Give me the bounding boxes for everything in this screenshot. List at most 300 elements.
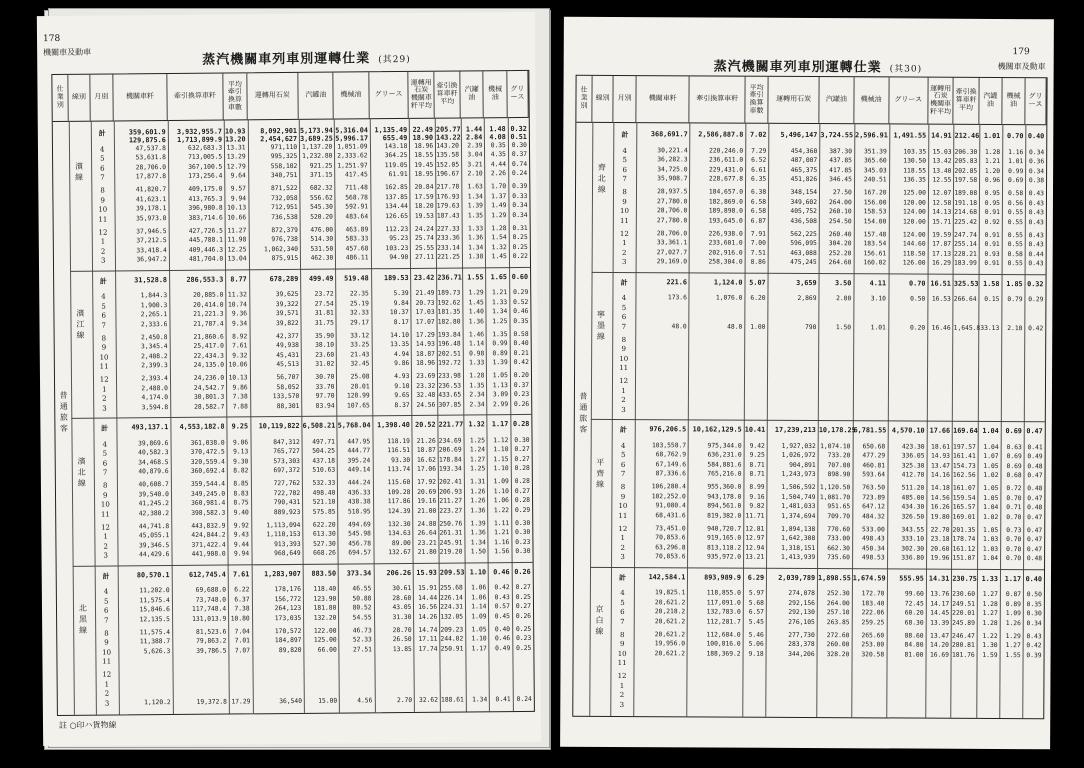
table-cell: 125.00 — [313, 637, 337, 645]
table-cell: 14.20 — [929, 642, 950, 650]
table-cell: 1,844.3 — [140, 292, 168, 300]
table-cell: 0.48 — [1027, 462, 1043, 471]
table-cell: 733.20 — [827, 452, 851, 460]
month-label: 7 — [102, 468, 108, 477]
table-cell: 1,645.83 — [953, 324, 985, 332]
table-cell: 1,081.70 — [819, 493, 851, 502]
table-cell: 1,120.50 — [819, 484, 851, 492]
table-cell: 132.05 — [440, 613, 464, 621]
table-cell: 7.51 — [750, 249, 766, 257]
table-cell: 9.25 — [749, 452, 765, 460]
table-cell: 109.28 — [387, 488, 411, 497]
table-cell: 3.50 — [834, 278, 852, 287]
month-label: 11 — [99, 362, 109, 371]
table-cell: 1,927,032 — [781, 442, 816, 451]
table-cell: 183.99 — [953, 260, 977, 268]
table-cell: 161.12 — [952, 545, 976, 553]
month-label: 10 — [619, 354, 629, 363]
table-cell: 1.48 4.08 — [489, 125, 506, 142]
table-cell: 894,561.0 — [707, 502, 742, 511]
table-cell: 819,382.0 — [707, 512, 742, 520]
table-cell: 292,130 — [788, 609, 815, 617]
table-cell: 53,631.8 — [135, 154, 166, 162]
table-cell: 132.20 — [313, 614, 337, 622]
table-cell: 0.91 — [984, 209, 1000, 217]
table-cell: 36,282.3 — [657, 156, 688, 164]
table-cell: 24,135.0 — [193, 361, 225, 370]
month-label: 計 — [101, 423, 109, 433]
table-cell: 0.95 — [984, 199, 1000, 207]
table-cell: 143.20 — [436, 142, 459, 150]
table-cell: 43.05 — [392, 604, 412, 612]
table-cell: 32.45 — [350, 360, 370, 368]
table-cell: 2,393.4 — [141, 375, 168, 383]
table-cell: 12.55 — [932, 176, 952, 185]
table-cell: 0.42 — [1026, 642, 1042, 650]
month-label: 11 — [100, 510, 110, 519]
table-cell: 260.40 — [828, 231, 852, 239]
table-cell: 29,169.0 — [656, 258, 688, 266]
table-cell: 202.85 — [954, 167, 978, 175]
month-label: 5 — [103, 597, 109, 606]
table-cell: 0.43 — [1028, 218, 1044, 227]
table-cell: 30.61 — [392, 585, 412, 593]
table-cell: 40,608.7 — [138, 481, 169, 489]
table-cell: 9.57 — [230, 185, 246, 193]
table-cell: 13.42 — [932, 158, 952, 166]
table-cell: 409,175.0 — [188, 186, 223, 194]
table-cell: 260.10 — [828, 208, 852, 216]
table-cell: 158.53 — [863, 208, 887, 216]
table-cell: 1.39 — [467, 202, 483, 210]
table-cell: 38.10 — [315, 342, 335, 350]
table-cell: 678,289 — [269, 274, 299, 283]
table-cell: 33.12 — [350, 332, 370, 340]
table-cell: 28,706.0 — [656, 207, 688, 215]
table-cell: 1.16 — [1008, 149, 1024, 157]
table-cell: 487,007 — [790, 157, 818, 165]
table-cell: 205.83 — [954, 158, 978, 166]
table-cell: 21,221.3 — [193, 310, 224, 319]
table-cell: 126.65 — [385, 212, 409, 220]
category-label: 普通旅客 — [578, 391, 588, 436]
table-cell: 662.30 — [827, 544, 850, 553]
table-cell: 0.91 — [984, 231, 1000, 239]
table-cell: 26.64 — [417, 530, 437, 538]
table-cell: 23.69 — [416, 373, 436, 381]
table-cell: 16.26 — [930, 503, 950, 512]
table-cell: 54.55 — [352, 614, 372, 622]
table-cell: 919,165.0 — [707, 534, 742, 543]
table-cell: 0.28 — [514, 478, 530, 486]
table-cell: 13.35 — [390, 341, 410, 349]
table-cell: 5,496,147 — [780, 130, 818, 140]
table-cell: 1.05 — [983, 494, 999, 502]
table-cell: 252.20 — [828, 249, 852, 258]
table-cell: 120.00 — [902, 218, 926, 226]
table-cell: 0.89 — [492, 349, 508, 358]
table-cell: 883.50 — [311, 569, 337, 578]
table-cell: 50.88 — [352, 595, 372, 603]
table-cell: 202.51 — [437, 350, 461, 358]
table-cell: 0.27 — [515, 603, 532, 611]
table-cell: 976,738 — [271, 236, 299, 244]
table-cell: 871,522 — [270, 185, 298, 193]
table-cell: 438.38 — [347, 498, 371, 506]
month-label: 7 — [101, 321, 107, 330]
table-cell: 5.97 — [748, 590, 765, 598]
table-cell: 60.20 — [904, 609, 924, 617]
table-cell: 246.47 — [952, 632, 975, 640]
month-label: 4 — [621, 441, 626, 451]
month-label: 7 — [104, 616, 109, 625]
table-cell: 18.96 — [416, 360, 436, 368]
table-cell: 443,832.9 — [191, 522, 226, 530]
table-cell: 67,149.6 — [655, 461, 687, 469]
table-cell: 31.75 — [314, 319, 334, 327]
table-cell: 424,844.2 — [191, 531, 226, 540]
table-cell: 436,508 — [790, 217, 817, 225]
table-cell: 80,570.1 — [136, 570, 170, 579]
table-cell: 346.45 — [829, 176, 852, 184]
table-cell: 112.23 — [385, 225, 409, 234]
table-cell: 0.40 — [494, 626, 511, 634]
table-cell: 943,178.0 — [707, 493, 742, 501]
table-cell: 16.69 — [929, 651, 949, 659]
table-cell: 8.86 — [750, 258, 766, 267]
table-cell: 1.34 — [492, 308, 508, 316]
month-label: 12 — [619, 377, 629, 386]
month-label: 2 — [103, 542, 108, 551]
line-label: 京白線 — [594, 605, 605, 639]
table-cell: 485.00 — [901, 494, 925, 502]
month-label: 6 — [101, 311, 106, 320]
table-cell: 6.35 — [751, 175, 767, 184]
table-cell: 19.96 — [930, 554, 950, 563]
table-cell: 0.15 — [984, 296, 1000, 304]
table-cell: 260.00 — [826, 641, 850, 649]
table-cell: 7.01 — [234, 637, 250, 645]
table-cell: 1.09 — [493, 478, 509, 486]
table-cell: 1,120.2 — [144, 698, 171, 707]
table-cell: 205.77 143.22 — [435, 125, 461, 142]
table-cell: 1,051.09 — [337, 143, 368, 151]
table-cell: 0.47 — [1027, 472, 1043, 480]
table-cell: 7.04 — [234, 628, 250, 636]
month-label: 3 — [620, 553, 625, 562]
table-cell: 1,113,094 — [266, 521, 301, 530]
table-cell: 1.36 — [468, 318, 484, 326]
table-cell: 39,540.0 — [138, 490, 169, 499]
table-cell: 995,325 — [270, 153, 298, 161]
table-cell: 0.68 — [1006, 472, 1022, 480]
table-cell: 1.21 — [494, 529, 510, 537]
table-cell: 709.70 — [827, 512, 851, 521]
table-cell: 63,296.8 — [655, 544, 686, 552]
table-cell: 10.13 — [227, 204, 247, 212]
table-cell: 170,572 — [274, 627, 302, 636]
table-cell: 889,923 — [273, 508, 301, 516]
table-cell: 498.53 — [861, 554, 885, 562]
table-cell: 0.43 — [1028, 260, 1044, 268]
table-cell: 0.55 — [1007, 209, 1024, 217]
table-cell: 320.58 — [861, 651, 885, 659]
table-cell: 34,725.0 — [657, 166, 688, 174]
table-cell: 971,110 — [270, 143, 298, 152]
table-cell: 106,280.4 — [651, 483, 686, 491]
table-cell: 244.02 — [440, 635, 464, 644]
table-cell: 240.51 — [863, 176, 887, 184]
table-cell: 196.48 — [437, 340, 461, 349]
table-cell: 437.85 — [829, 157, 852, 165]
month-label: 5 — [620, 598, 625, 607]
table-cell: 226.14 — [440, 594, 463, 602]
table-cell: 727,762 — [273, 480, 301, 488]
month-label: 4 — [620, 589, 625, 598]
table-cell: 6.20 — [750, 295, 766, 303]
table-cell: 1,074.10 — [820, 443, 851, 451]
column-header: 仕業別 — [52, 75, 69, 121]
table-cell: 4.11 — [869, 278, 887, 287]
table-cell: 254.50 — [828, 217, 852, 226]
table-cell: 162.56 — [952, 472, 976, 480]
table-cell: 1.35 — [492, 331, 508, 339]
table-cell: 8.85 — [233, 480, 249, 488]
table-cell: 221.6 — [666, 277, 687, 286]
table-cell: 2.99 — [492, 400, 509, 409]
table-cell: 12,135.5 — [139, 615, 170, 624]
table-cell: 17.13 — [932, 250, 952, 258]
table-cell: 976,206.5 — [649, 425, 687, 434]
table-cell: 1.37 — [491, 193, 507, 201]
data-table — [51, 70, 535, 716]
table-cell: 499.49 — [308, 274, 334, 283]
month-label: 11 — [619, 364, 629, 373]
table-cell: 1.01 — [870, 324, 886, 332]
table-cell: 1,491.55 — [893, 131, 927, 140]
table-cell: 49,938 — [276, 342, 299, 350]
table-cell: 955,360.0 — [707, 483, 742, 492]
table-cell: 23.42 — [413, 273, 435, 282]
table-cell: 39,869.6 — [138, 440, 169, 448]
table-cell: 527.30 — [313, 540, 336, 548]
table-cell: 545.98 — [348, 530, 371, 538]
table-cell: 0.47 — [1026, 546, 1043, 554]
table-cell: 4.44 — [490, 160, 507, 169]
table-cell: 7.88 — [232, 403, 248, 411]
table-cell: 935,972.0 — [706, 553, 742, 561]
table-cell: 95.23 — [389, 235, 409, 243]
table-cell: 31.02 — [315, 360, 335, 369]
table-cell: 181.76 — [951, 651, 975, 659]
table-cell: 0.27 — [514, 487, 531, 495]
table-cell: 228.21 — [954, 250, 977, 258]
table-cell: 0.55 — [1007, 232, 1023, 240]
table-cell: 326.50 — [901, 513, 925, 521]
table-cell: 13.85 — [392, 645, 412, 653]
table-cell: 497.71 — [312, 438, 335, 446]
table-cell: 17.29 — [231, 698, 251, 706]
table-cell: 1.55 — [467, 272, 484, 281]
table-cell: 160.02 — [863, 259, 887, 267]
month-label: 12 — [99, 376, 109, 385]
table-cell: 1.40 — [468, 308, 484, 316]
table-cell: 0.30 — [511, 141, 527, 150]
table-cell: 9.42 — [749, 442, 765, 450]
table-cell: 0.91 — [984, 241, 1000, 249]
line-label: 齊北線 — [597, 162, 607, 196]
table-cell: 360,981.4 — [191, 499, 226, 508]
table-cell: 14.18 — [930, 485, 950, 493]
table-cell: 20,621.2 — [654, 631, 686, 639]
table-cell: 1.45 — [491, 253, 507, 261]
table-cell: 9.44 — [233, 541, 250, 549]
table-cell: 24.56 — [416, 401, 436, 409]
table-cell: 188,369.2 — [706, 650, 741, 658]
month-label: 10 — [98, 205, 108, 215]
table-cell: 2,450.8 — [140, 334, 168, 342]
table-cell: 206.26 — [386, 568, 412, 577]
table-cell: 0.28 — [512, 419, 530, 429]
table-cell: 221.77 — [438, 420, 464, 429]
table-cell: 568.78 — [345, 194, 368, 202]
table-cell: 172.70 — [861, 590, 885, 598]
table-cell: 22,434.3 — [193, 352, 224, 360]
table-cell: 4,553,182.8 — [179, 422, 225, 431]
table-cell: 0.34 — [1026, 619, 1042, 627]
table-cell: 154.00 — [863, 218, 887, 226]
table-cell: 5,768.04 — [337, 421, 371, 430]
table-cell: 0.70 — [1007, 132, 1024, 141]
table-cell: 434.30 — [901, 503, 925, 511]
table-cell: 19.59 — [932, 231, 952, 239]
table-cell: 484.32 — [862, 513, 885, 521]
table-cell: 336.05 — [901, 452, 925, 461]
table-cell: 10.41 — [744, 425, 766, 434]
table-cell: 2.34 — [469, 391, 485, 399]
table-cell: 89,820 — [278, 646, 302, 654]
table-cell: 6.58 — [750, 208, 767, 216]
table-cell: 1.34 — [467, 193, 483, 201]
table-cell: 263.85 — [826, 618, 850, 626]
column-header: 月別 — [90, 75, 114, 121]
table-cell: 1,374,694 — [781, 512, 816, 520]
table-cell: 398,582.3 — [191, 509, 226, 517]
table-cell: 134.44 — [385, 203, 408, 211]
table-cell: 1.01 — [1008, 158, 1024, 166]
table-cell: 9.30 — [233, 458, 249, 466]
table-cell: 132.67 — [388, 549, 411, 557]
table-cell: 0.46 — [493, 567, 510, 576]
table-cell: 302.30 — [901, 545, 925, 553]
table-cell: 423.30 — [901, 443, 925, 451]
table-cell: 504.25 — [312, 448, 336, 456]
table-cell: 2.34 — [469, 401, 485, 409]
table-cell: 45,431 — [276, 351, 300, 359]
table-cell: 583.33 — [345, 235, 369, 243]
month-label: 5 — [101, 302, 106, 311]
table-cell: 136.35 — [903, 176, 926, 184]
table-cell: 1.49 — [491, 202, 507, 210]
table-cell: 1.27 — [982, 591, 998, 599]
table-cell: 292,156 — [788, 599, 815, 607]
table-cell: 176.93 — [436, 193, 460, 201]
table-cell: 0.49 — [1027, 453, 1043, 461]
table-cell: 593.64 — [862, 471, 886, 479]
table-cell: 17.06 — [416, 465, 437, 474]
table-cell: 359,544.4 — [190, 481, 226, 489]
table-cell: 9.25 — [231, 422, 249, 431]
table-cell: 183.40 — [861, 600, 885, 608]
table-cell: 0.35 — [1026, 601, 1042, 609]
month-label: 3 — [102, 404, 107, 413]
table-cell: 0.34 — [1029, 149, 1045, 157]
table-cell: 11.71 — [745, 512, 765, 520]
table-cell: 10.13 — [228, 374, 248, 383]
table-cell: 15,846.6 — [139, 606, 170, 614]
table-cell: 0.49 — [495, 644, 511, 653]
table-cell: 36,540 — [279, 697, 303, 705]
table-cell: 0.29 — [513, 289, 529, 297]
column-header: 牽引換算車粁 — [167, 74, 224, 120]
table-cell: 1.17 — [471, 645, 487, 653]
table-cell: 23.32 — [416, 382, 436, 390]
table-cell: 0.91 — [984, 260, 1000, 268]
table-cell: 436.33 — [347, 489, 371, 497]
table-cell: 0.70 — [1006, 545, 1022, 553]
month-label: 4 — [103, 588, 109, 597]
line-label: 北黑線 — [78, 604, 88, 638]
table-cell: 245.91 — [439, 539, 463, 547]
month-label: 3 — [621, 258, 627, 267]
month-label: 10 — [99, 353, 109, 362]
table-cell: 9.64 — [230, 172, 246, 180]
table-cell: 0.27 — [514, 455, 530, 463]
table-cell: 206.30 — [954, 148, 978, 156]
table-cell: 21.43 — [350, 351, 370, 359]
table-cell: 13.04 — [227, 255, 247, 263]
table-cell: 24.88 — [417, 520, 437, 528]
table-cell: 29.17 — [350, 319, 370, 327]
table-cell: 79,863.2 — [196, 637, 227, 646]
table-cell: 30,221.4 — [657, 147, 688, 155]
table-cell: 201.35 — [952, 526, 976, 534]
table-cell: 1.29 — [491, 211, 507, 220]
table-cell: 69,688.0 — [195, 587, 227, 595]
table-cell: 84.80 — [904, 641, 924, 650]
table-cell: 9.94 — [230, 195, 247, 203]
table-cell: 2,596.91 — [855, 131, 888, 140]
table-cell: 6.29 — [747, 573, 765, 582]
table-cell: 33.25 — [350, 341, 370, 349]
table-cell: 169.01 — [952, 513, 976, 521]
table-cell: 47,537.8 — [135, 145, 166, 153]
month-label: 計 — [619, 425, 627, 435]
table-cell: 893,989.9 — [704, 572, 742, 582]
table-cell: 214.68 — [954, 209, 978, 217]
table-cell: 1,398.40 — [377, 420, 410, 430]
table-cell: 32.33 — [349, 309, 370, 317]
table-cell: 276,105 — [788, 618, 815, 626]
table-cell: 531.50 — [310, 245, 334, 253]
table-cell: 24,236.0 — [193, 375, 225, 383]
table-cell: 14.45 — [930, 609, 950, 618]
column-header: 牽引換算車粁 — [690, 76, 746, 122]
line-label: 寧墨線 — [596, 310, 606, 344]
table-cell: 5.45 — [748, 618, 764, 626]
table-cell: 6,508.21 — [302, 421, 336, 430]
table-cell: 0.70 — [1006, 555, 1022, 563]
